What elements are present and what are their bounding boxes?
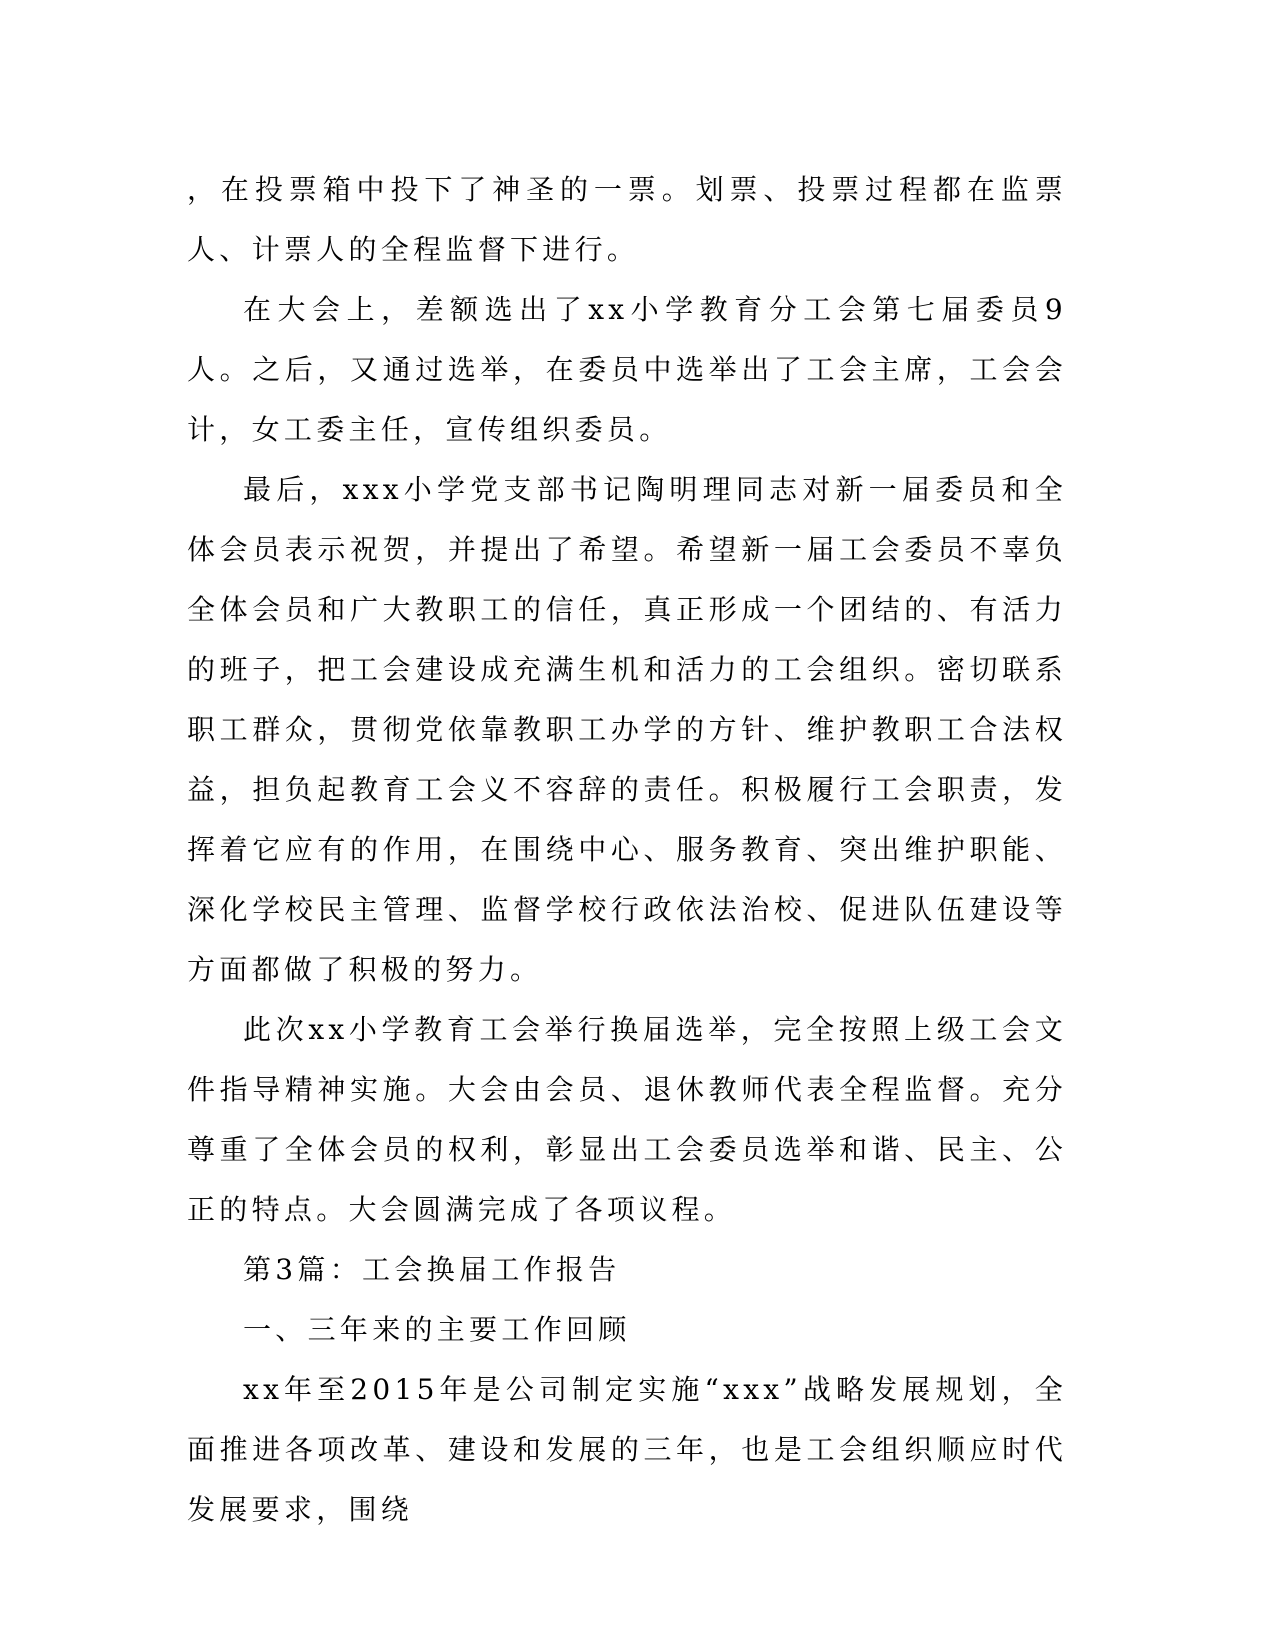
subsection-heading: 一、三年来的主要工作回顾 bbox=[243, 1313, 631, 1346]
paragraph-continuation: ，在投票箱中投下了神圣的一票。划票、投票过程都在监票人、计票人的全程监督下进行。 bbox=[187, 173, 1067, 266]
section-heading: 第3篇：工会换届工作报告 bbox=[243, 1253, 621, 1286]
document-body bbox=[187, 160, 1067, 1540]
paragraph-secretary-remarks: 最后，xxx小学党支部书记陶明理同志对新一届委员和全体会员表示祝贺，并提出了希望。希望新一届工会委员不辜负全体会员和广大教职工的信任，真正形成一个团结的、有活力的班子，把工会建设成充满生机和活力的工会组织。密切联系职工群众，贯彻党依靠教职工办学的方针、维护教职工合法权益，担负起教育工会义不容辞的责任。积极履行工会职责，发挥着它应有的作用，在围绕中心、服务教育、突出维护职能、深化学校民主管理、监督学校行政依法治校、促进队伍建设等方面都做了积极的努力。 bbox=[187, 473, 1067, 986]
paragraph-review: xx年至2015年是公司制定实施“xxx”战略发展规划，全面推进各项改革、建设和发展的三年，也是工会组织顺应时代发展要求，围绕 bbox=[187, 1373, 1067, 1526]
paragraph-summary: 此次xx小学教育工会举行换届选举，完全按照上级工会文件指导精神实施。大会由会员、退休教师代表全程监督。充分尊重了全体会员的权利，彰显出工会委员选举和谐、民主、公正的特点。大会圆满完成了各项议程。 bbox=[187, 1013, 1067, 1226]
paragraph-election-result: 在大会上，差额选出了xx小学教育分工会第七届委员9人。之后，又通过选举，在委员中选举出了工会主席，工会会计，女工委主任，宣传组织委员。 bbox=[187, 293, 1067, 446]
